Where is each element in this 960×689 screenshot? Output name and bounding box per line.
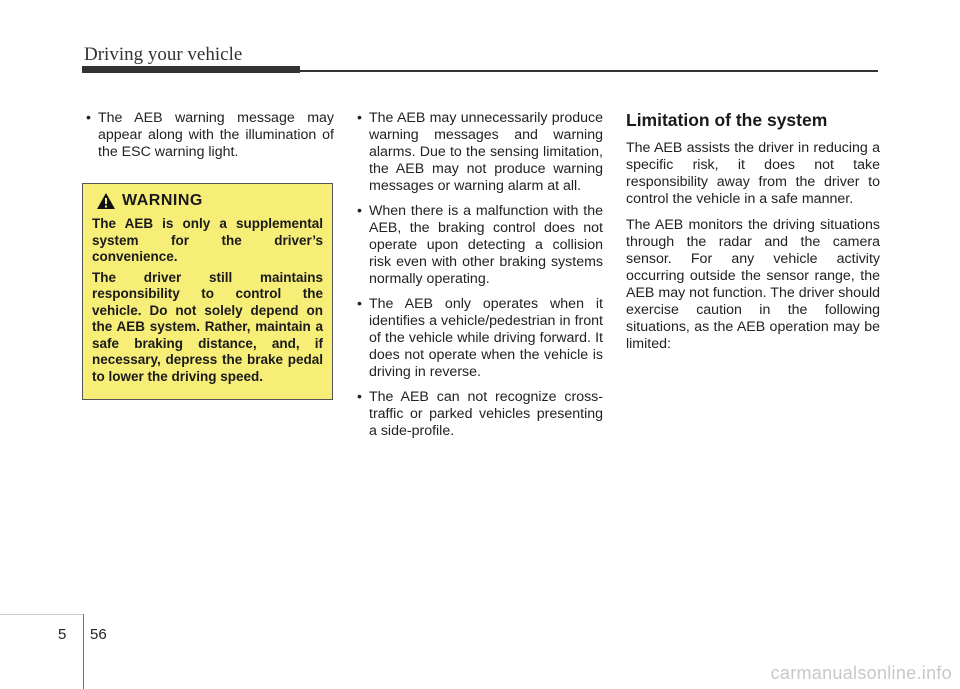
warning-title: WARNING (122, 192, 203, 209)
list-item: • The AEB warning message may appear along with the illumination of the ESC warning light. (82, 110, 334, 161)
body-paragraph: The AEB assists the driver in reducing a specific risk, it does not take responsibility away from the driver to control the vehicle in a safe manner. (626, 140, 880, 207)
warning-header (96, 192, 323, 210)
warning-paragraph: The driver still maintains responsibility to control the vehicle. Do not solely depend on the AEB system. Rather, maintain a safe braking distance, and, if necessary, depress the brake pedal to lower the driving speed. (92, 269, 323, 384)
footer-divider (83, 614, 84, 689)
watermark: carmanualsonline.info (770, 663, 952, 683)
body-paragraph: The AEB monitors the driving situations through the radar and the camera sensor. For any vehicle activity occurring outside the sensor range, the AEB may not function. The driver should exercise caution in the following situations, as the AEB operation may be limited: (626, 217, 880, 352)
warning-triangle-icon (96, 192, 116, 210)
list-item: • The AEB only operates when it identifies a vehicle/pedestrian in front of the vehicle while driving forward. It does not operate when the vehicle is driving in reverse. (353, 296, 603, 381)
warning-paragraph: The AEB is only a supplemental system for the driver’s convenience. (92, 216, 323, 264)
list-item: • The AEB can not recognize cross-traffic or parked vehicles presenting a side-profile. (353, 389, 603, 440)
warning-box (82, 183, 333, 400)
column-3 (626, 110, 880, 362)
section-heading: Limitation of the system (626, 110, 828, 130)
chapter-number: 5 (58, 626, 67, 643)
list-item: • The AEB may unnecessarily produce warning messages and warning alarms. Due to the sensing limitation, the AEB may not produce warning messages or warning alarm at all. (353, 110, 603, 195)
bullet-list (82, 110, 334, 161)
column-1 (82, 110, 334, 400)
page-number: 56 (90, 626, 107, 643)
page-header-title: Driving your vehicle (84, 44, 243, 65)
footer-rule (0, 614, 84, 615)
bullet-list (353, 110, 603, 440)
column-2 (353, 110, 603, 448)
header-rule (300, 70, 878, 72)
header-bar (82, 66, 300, 73)
list-item: • When there is a malfunction with the AEB, the braking control does not operate upon detecting a collision risk even with other braking systems normally operating. (353, 203, 603, 288)
